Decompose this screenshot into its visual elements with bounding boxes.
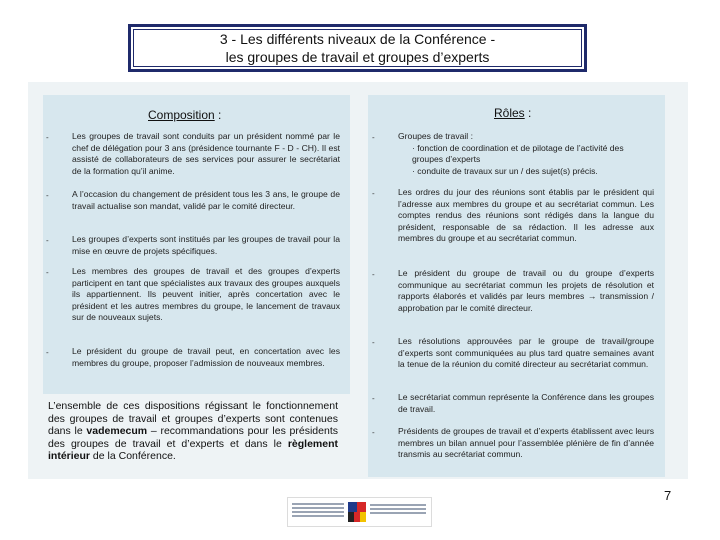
slide-title xyxy=(133,29,582,67)
flag-emblem-icon xyxy=(348,502,366,522)
roles-item-1 xyxy=(398,131,654,177)
roles-item-3: Le président du groupe de travail ou du groupe d’experts communique au secrétariat commun les projets de résolution et rapports élaborés et validés par leurs membres → transmission / approbation par le comité directeur. xyxy=(398,268,654,313)
roles-item-5: Le secrétariat commun représente la Conférence dans les groupes de travail. xyxy=(398,392,654,414)
roles-bullet-5: - xyxy=(372,394,375,403)
slide-title-line-2: les groupes de travail et groupes d’experts xyxy=(225,49,490,65)
roles-item-1-head: Groupes de travail : xyxy=(398,131,473,141)
slide-title-box xyxy=(128,24,587,72)
roles-bullet-4: - xyxy=(372,338,375,347)
composition-item-1: Les groupes de travail sont conduits par un président nommé par le chef de délégation pour 3 ans (présidence tournante F - D - CH). Il est assisté de collaborateurs de ses services pour assurer le secrétariat de la formation qu’il anime. xyxy=(72,131,340,176)
roles-item-2: Les ordres du jour des réunions sont établis par le président qui l’adresse aux membres du groupe et au secrétariat commun. Les comptes rendus des réunions sont rédigés dans la langue du président, responsable de sa rédaction. Il les adresse aux membres du groupe et au secrétariat commun. xyxy=(398,187,654,244)
composition-bullet-1: - xyxy=(46,133,49,142)
composition-item-5: Le président du groupe de travail peut, en concertation avec les membres du groupe, proposer l’admission de nouveaux membres. xyxy=(72,346,340,368)
roles-item-6: Présidents de groupes de travail et d’experts établissent avec leurs membres un bilan annuel pour l’assemblée plénière de fin d’année transmis au secrétariat commun. xyxy=(398,426,654,460)
roles-item-1-sub-2: · conduite de travaux sur un / des sujet(s) précis. xyxy=(412,165,598,176)
partner-logos xyxy=(287,497,432,527)
roles-bullet-2: - xyxy=(372,189,375,198)
partner-logo xyxy=(370,504,426,520)
slide-title-line-1: 3 - Les différents niveaux de la Conférence - xyxy=(219,31,496,47)
composition-summary: L’ensemble de ces dispositions régissant le fonctionnement des groupes de travail et groupes d’experts sont contenues dans le vademecum – recommandations pour les présidents des groupes de travail et d’experts et dans le règlement intérieur de la Conférence. xyxy=(48,400,338,463)
page-number: 7 xyxy=(664,488,672,503)
composition-item-2: A l’occasion du changement de président tous les 3 ans, le groupe de travail actualise son mandat, validé par le comité directeur. xyxy=(72,189,340,211)
roles-heading: Rôles : xyxy=(494,106,532,120)
roles-bullet-1: - xyxy=(372,133,375,142)
composition-bullet-3: - xyxy=(46,236,49,245)
roles-item-4: Les résolutions approuvées par le groupe de travail/groupe d’experts sont communiquées au plus tard quatre semaines avant la tenue de la réunion du comité directeur au secrétariat commun. xyxy=(398,336,654,370)
conference-logo xyxy=(292,503,344,521)
roles-bullet-3: - xyxy=(372,270,375,279)
composition-item-4: Les membres des groupes de travail et des groupes d’experts participent en tant que spécialistes aux travaux des groupes auxquels ils appartiennent. Ils peuvent initier, après concertation avec le président et les autres membres du groupe, le lancement de travaux sur de nouveaux sujets. xyxy=(72,266,340,323)
composition-heading: Composition : xyxy=(148,108,222,122)
composition-bullet-2: - xyxy=(46,191,49,200)
roles-bullet-6: - xyxy=(372,428,375,437)
composition-bullet-4: - xyxy=(46,268,49,277)
composition-bullet-5: - xyxy=(46,348,49,357)
roles-item-1-sub-1: · fonction de coordination et de pilotage de l’activité des groupes d’experts xyxy=(412,142,624,165)
composition-item-3: Les groupes d’experts sont institués par les groupes de travail pour la mise en œuvre de projets spécifiques. xyxy=(72,234,340,256)
